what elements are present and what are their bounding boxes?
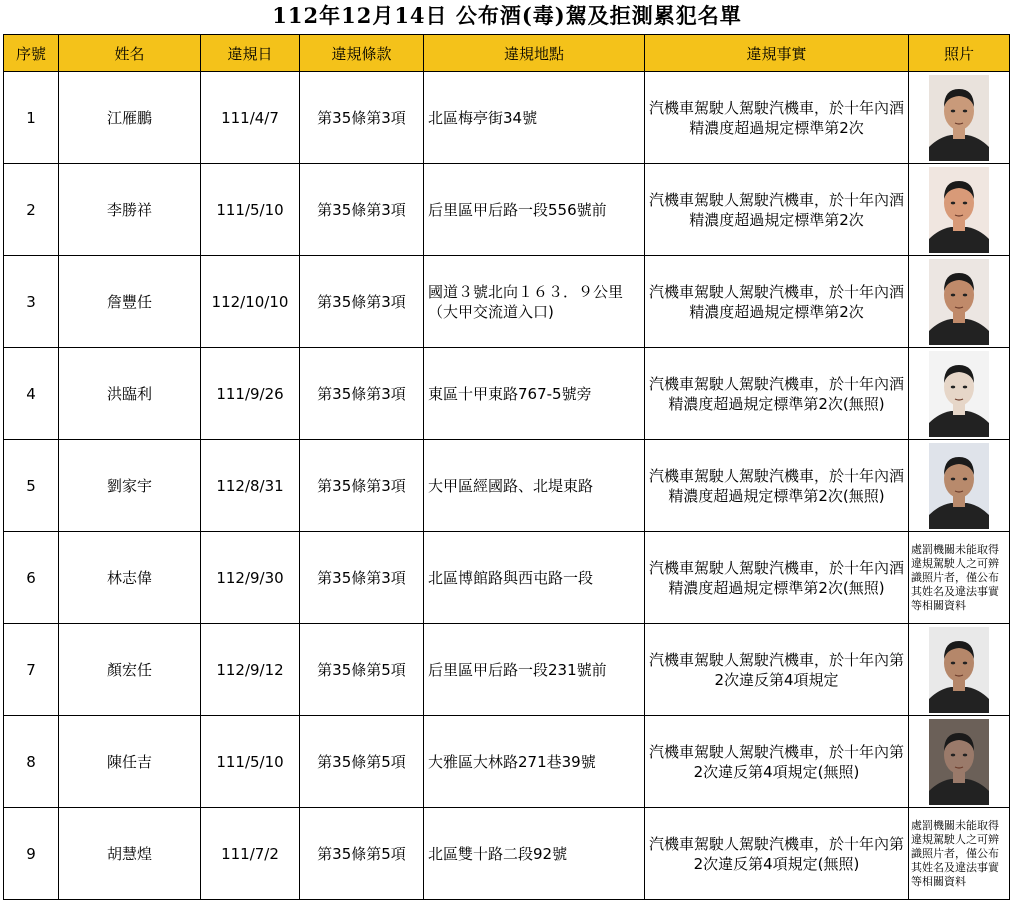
row-photo-cell xyxy=(909,624,1010,716)
table-row xyxy=(4,164,1010,256)
row-location: 后里區甲后路一段231號前 xyxy=(424,624,645,716)
row-no: 7 xyxy=(4,624,59,716)
portrait-image xyxy=(929,75,989,161)
table-row xyxy=(4,716,1010,808)
row-name: 顏宏任 xyxy=(59,624,201,716)
row-clause: 第35條第5項 xyxy=(300,808,424,900)
row-fact: 汽機車駕駛人駕駛汽機車，於十年內酒精濃度超過規定標準第2次(無照) xyxy=(645,348,909,440)
row-date: 112/10/10 xyxy=(201,256,300,348)
portrait-photo xyxy=(929,167,989,253)
table-row xyxy=(4,256,1010,348)
row-date: 112/9/30 xyxy=(201,532,300,624)
row-no: 6 xyxy=(4,532,59,624)
row-location: 后里區甲后路一段556號前 xyxy=(424,164,645,256)
row-photo-cell xyxy=(909,348,1010,440)
row-date: 112/9/12 xyxy=(201,624,300,716)
portrait-image xyxy=(929,443,989,529)
row-location: 大雅區大林路271巷39號 xyxy=(424,716,645,808)
row-fact: 汽機車駕駛人駕駛汽機車，於十年內酒精濃度超過規定標準第2次 xyxy=(645,256,909,348)
row-date: 112/8/31 xyxy=(201,440,300,532)
row-photo-cell xyxy=(909,808,1010,900)
row-no: 4 xyxy=(4,348,59,440)
portrait-photo xyxy=(929,259,989,345)
row-clause: 第35條第3項 xyxy=(300,440,424,532)
table-row xyxy=(4,72,1010,164)
row-date: 111/5/10 xyxy=(201,164,300,256)
row-clause: 第35條第3項 xyxy=(300,348,424,440)
row-clause: 第35條第3項 xyxy=(300,532,424,624)
row-clause: 第35條第5項 xyxy=(300,624,424,716)
header-date: 違規日 xyxy=(201,35,300,72)
table-row xyxy=(4,532,1010,624)
row-photo-cell xyxy=(909,716,1010,808)
row-name: 李勝祥 xyxy=(59,164,201,256)
row-no: 2 xyxy=(4,164,59,256)
header-location: 違規地點 xyxy=(424,35,645,72)
row-name: 林志偉 xyxy=(59,532,201,624)
portrait-photo xyxy=(929,351,989,437)
portrait-image xyxy=(929,719,989,805)
row-date: 111/7/2 xyxy=(201,808,300,900)
row-fact: 汽機車駕駛人駕駛汽機車，於十年內酒精濃度超過規定標準第2次 xyxy=(645,164,909,256)
header-fact: 違規事實 xyxy=(645,35,909,72)
photo-unavailable-note: 處罰機關未能取得違規駕駛人之可辨識照片者，僅公布 其姓名及違法事實等相關資料 xyxy=(911,542,999,612)
offender-table xyxy=(3,34,1010,900)
row-no: 1 xyxy=(4,72,59,164)
portrait-photo xyxy=(929,443,989,529)
row-name: 洪臨利 xyxy=(59,348,201,440)
row-clause: 第35條第3項 xyxy=(300,164,424,256)
row-photo-cell xyxy=(909,440,1010,532)
row-fact: 汽機車駕駛人駕駛汽機車，於十年內第2次違反第4項規定(無照) xyxy=(645,716,909,808)
table-row xyxy=(4,440,1010,532)
row-fact: 汽機車駕駛人駕駛汽機車，於十年內第2次違反第4項規定 xyxy=(645,624,909,716)
row-location: 北區梅亭街34號 xyxy=(424,72,645,164)
row-clause: 第35條第3項 xyxy=(300,72,424,164)
row-location: 北區雙十路二段92號 xyxy=(424,808,645,900)
row-fact: 汽機車駕駛人駕駛汽機車，於十年內第2次違反第4項規定(無照) xyxy=(645,808,909,900)
table-row xyxy=(4,348,1010,440)
row-clause: 第35條第5項 xyxy=(300,716,424,808)
header-no: 序號 xyxy=(4,35,59,72)
header-clause: 違規條款 xyxy=(300,35,424,72)
row-date: 111/4/7 xyxy=(201,72,300,164)
row-no: 3 xyxy=(4,256,59,348)
portrait-image xyxy=(929,627,989,713)
row-date: 111/9/26 xyxy=(201,348,300,440)
page-title: 112年12月14日 公布酒(毒)駕及拒測累犯名單 xyxy=(272,3,742,28)
row-photo-cell xyxy=(909,256,1010,348)
header-name: 姓名 xyxy=(59,35,201,72)
row-no: 9 xyxy=(4,808,59,900)
row-name: 胡慧煌 xyxy=(59,808,201,900)
row-fact: 汽機車駕駛人駕駛汽機車，於十年內酒精濃度超過規定標準第2次 xyxy=(645,72,909,164)
row-photo-cell xyxy=(909,164,1010,256)
portrait-image xyxy=(929,259,989,345)
header-photo: 照片 xyxy=(909,35,1010,72)
table-header-row xyxy=(4,35,1010,72)
portrait-image xyxy=(929,351,989,437)
row-location: 北區博館路與西屯路一段 xyxy=(424,532,645,624)
row-location: 國道３號北向１６３．９公里（大甲交流道入口) xyxy=(424,256,645,348)
portrait-photo xyxy=(929,627,989,713)
portrait-photo xyxy=(929,719,989,805)
row-fact: 汽機車駕駛人駕駛汽機車，於十年內酒精濃度超過規定標準第2次(無照) xyxy=(645,440,909,532)
row-no: 8 xyxy=(4,716,59,808)
row-photo-cell xyxy=(909,72,1010,164)
row-location: 東區十甲東路767-5號旁 xyxy=(424,348,645,440)
portrait-image xyxy=(929,167,989,253)
table-row xyxy=(4,808,1010,900)
row-date: 111/5/10 xyxy=(201,716,300,808)
row-fact: 汽機車駕駛人駕駛汽機車，於十年內酒精濃度超過規定標準第2次(無照) xyxy=(645,532,909,624)
row-name: 詹豐任 xyxy=(59,256,201,348)
row-no: 5 xyxy=(4,440,59,532)
row-photo-cell xyxy=(909,532,1010,624)
row-location: 大甲區經國路、北堤東路 xyxy=(424,440,645,532)
row-name: 江雁鵬 xyxy=(59,72,201,164)
row-clause: 第35條第3項 xyxy=(300,256,424,348)
photo-unavailable-note: 處罰機關未能取得違規駕駛人之可辨識照片者，僅公布 其姓名及違法事實等相關資料 xyxy=(911,818,999,888)
table-row xyxy=(4,624,1010,716)
row-name: 陳任吉 xyxy=(59,716,201,808)
row-name: 劉家宇 xyxy=(59,440,201,532)
portrait-photo xyxy=(929,75,989,161)
